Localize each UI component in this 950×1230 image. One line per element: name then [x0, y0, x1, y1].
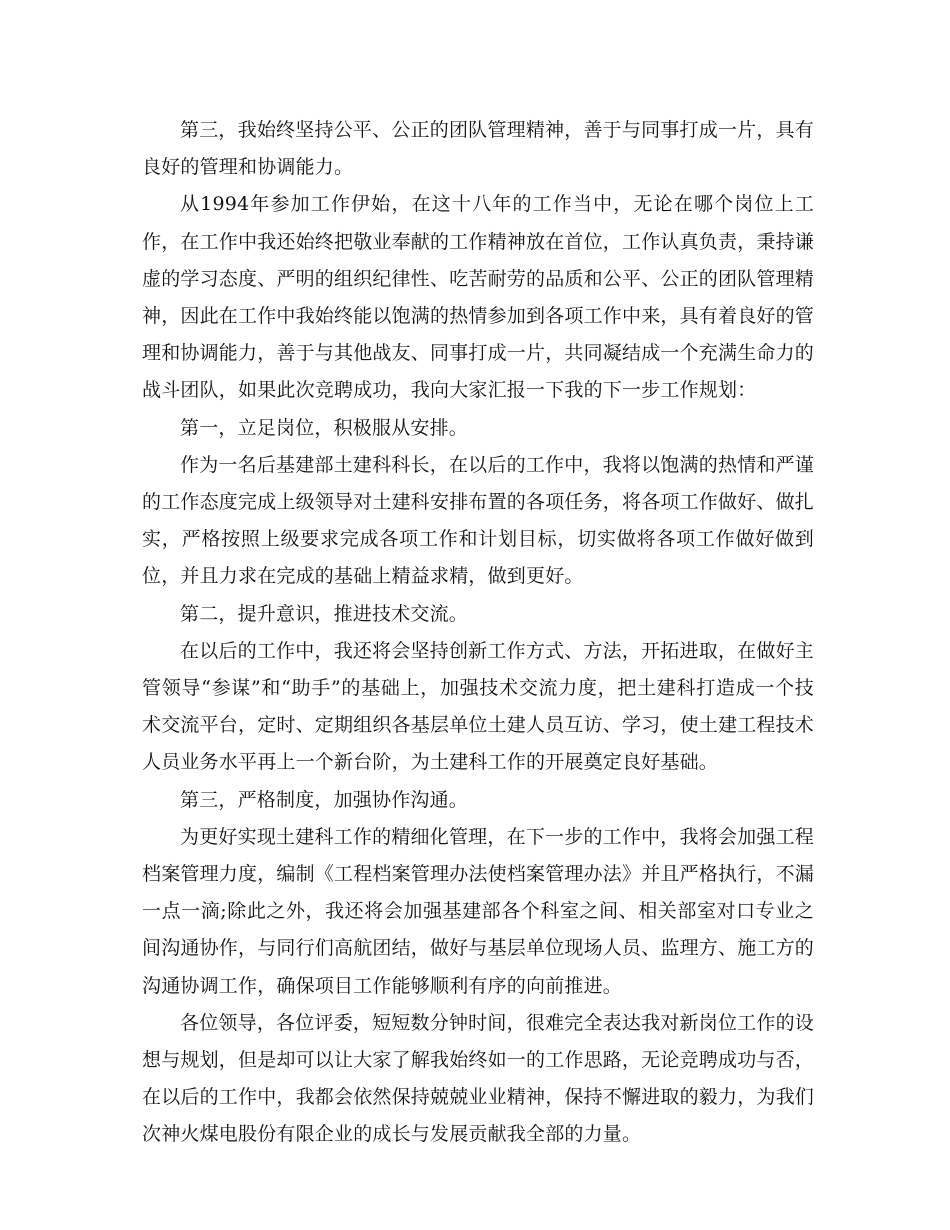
document-body: [142, 112, 814, 1154]
paragraph: 作为一名后基建部土建科科长，在以后的工作中，我将以饱满的热情和严谨的工作态度完成上级领导对土建科安排布置的各项任务，将各项工作做好、做扎实，严格按照上级要求完成各项工作和计划目标，切实做将各项工作做好做到位，并且力求在完成的基础上精益求精，做到更好。: [142, 453, 815, 588]
paragraph: 各位领导，各位评委，短短数分钟时间，很难完全表达我对新岗位工作的设想与规划，但是却可以让大家了解我始终如一的工作思路，无论竞聘成功与否，在以后的工作中，我都会依然保持兢兢业业精神，保持不懈进取的毅力，为我们次神火煤电股份有限企业的成长与发展贡献我全部的力量。: [142, 1011, 815, 1146]
paragraph: 第三，严格制度，加强协作沟通。: [180, 788, 469, 811]
paragraph: 在以后的工作中，我还将会坚持创新工作方式、方法，开拓进取，在做好主管领导“参谋”和“助手”的基础上，加强技术交流力度，把土建科打造成一个技术交流平台，定时、定期组织各基层单位土建人员互访、学习，使土建工程技术人员业务水平再上一个新台阶，为土建科工作的开展奠定良好基础。: [142, 639, 815, 774]
paragraph: 为更好实现土建科工作的精细化管理，在下一步的工作中，我将会加强工程档案管理力度，编制《工程档案管理办法使档案管理办法》并且严格执行，不漏一点一滴;除此之外，我还将会加强基建部各个科室之间、相关部室对口专业之间沟通协作，与同行们高航团结，做好与基层单位现场人员、监理方、施工方的沟通协调工作，确保项目工作能够顺利有序的向前推进。: [142, 825, 815, 997]
paragraph: 从1994年参加工作伊始，在这十八年的工作当中，无论在哪个岗位上工作，在工作中我还始终把敬业奉献的工作精神放在首位，工作认真负责，秉持谦虚的学习态度、严明的组织纪律性、吃苦耐劳的品质和公平、公正的团队管理精神，因此在工作中我始终能以饱满的热情参加到各项工作中来，具有着良好的管理和协调能力，善于与其他战友、同事打成一片，共同凝结成一个充满生命力的战斗团队，如果此次竞聘成功，我向大家汇报一下我的下一步工作规划：: [142, 193, 815, 402]
paragraph: 第三，我始终坚持公平、公正的团队管理精神，善于与同事打成一片，具有良好的管理和协调能力。: [142, 119, 814, 179]
paragraph: 第二，提升意识，推进技术交流。: [180, 602, 469, 625]
paragraph: 第一，立足岗位，积极服从安排。: [180, 416, 469, 439]
